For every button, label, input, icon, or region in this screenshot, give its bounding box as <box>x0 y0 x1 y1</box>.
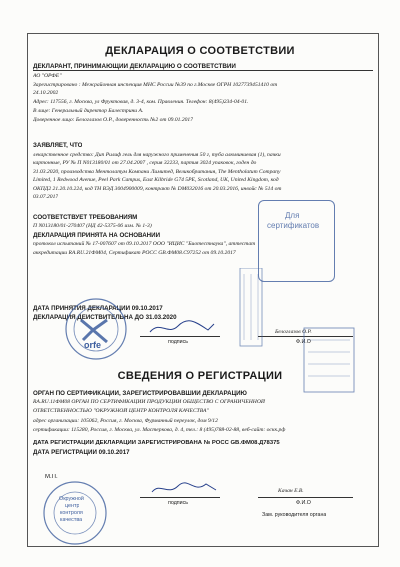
registration-line-2: 24.10.2002 <box>33 90 59 96</box>
basis-line-2: аккредитации RA.RU.21ФМ04, Сертификат РОСС GB.ФМ08.C97252 от 09.10.2017 <box>33 250 236 256</box>
signature-caption-2: подпись <box>168 500 189 506</box>
product-line-3: 31.03.2020, производства Ментолатум Компани Лимитед, Великобритания, The Mentholatum Company <box>33 169 281 175</box>
round-stamp-line-3: контроля <box>60 510 83 516</box>
fio-caption-1: Ф.И.О <box>296 339 311 345</box>
basis-line-1: протокол испытаний № 17-007607 от 09.10.2017 ООО "ИЦИС "Биотестнаука", аттестат <box>33 241 256 247</box>
registration-number: ДАТА РЕГИСТРАЦИИ ДЕКЛАРАЦИИ ЗАРЕГИСТРИРОВАНА № РОСС GB.ФМ08.Д78375 <box>33 440 280 446</box>
product-line-4: Limited, 1 Redwood Avenue, Peel Park Campus, East Kilbride G74 5PE, Scotland, UK, United Kingdom, код <box>33 177 279 183</box>
valid-until: ДЕКЛАРАЦИЯ ДЕЙСТВИТЕЛЬНА ДО 31.03.2020 <box>33 314 177 321</box>
declarant-signature <box>148 318 218 338</box>
fio-line-2 <box>258 497 353 498</box>
declarant-director: В лице: Генеральный директор Балестрини А. <box>33 108 144 114</box>
basis-heading: ДЕКЛАРАЦИЯ ПРИНЯТА НА ОСНОВАНИИ <box>33 232 161 239</box>
registration-title: СВЕДЕНИЯ О РЕГИСТРАЦИИ <box>117 370 283 382</box>
requirements-line: П N013180/01-270407 (НД 42-5375-06 изм. № 1-3) <box>33 223 152 229</box>
certificate-stamp-line-1: Для <box>285 211 300 220</box>
organ-position: Зам. руководителя органа <box>262 512 327 518</box>
organ-fio: Качан Е.В. <box>278 488 304 494</box>
organ-line-2: ОТВЕТСТВЕННОСТЬЮ "ОКРУЖНОЙ ЦЕНТР КОНТРОЛЯ КАЧЕСТВА" <box>33 408 209 414</box>
round-stamp-line-1: Окружной <box>59 496 84 502</box>
organ-line-1: RA.RU.11ФМ08 ОРГАН ПО СЕРТИФИКАЦИИ ПРОДУКЦИИ ОБЩЕСТВО С ОГРАНИЧЕННОЙ <box>33 399 265 405</box>
adoption-date: ДАТА ПРИНЯТИЯ ДЕКЛАРАЦИИ 09.10.2017 <box>33 305 163 312</box>
requirements-heading: СООТВЕТСТВУЕТ ТРЕБОВАНИЯМ <box>33 214 138 221</box>
declarant-fio: Белоглазов О.Р. <box>275 329 312 335</box>
organ-address-1: адрес организации: 105062, Россия, г. Москва, Фурманный переулок, дом 9/12 <box>33 418 218 424</box>
round-stamp-line-4: качества <box>60 517 83 523</box>
declarant-heading: ДЕКЛАРАНТ, ПРИНИМАЮЩИЙ ДЕКЛАРАЦИЮ О СООТВЕТСТВИИ <box>33 63 373 71</box>
product-line-5: ОКПД2 21.20.10.224, код ТН ВЭД 3004900009, контракт № DM032016 от 20.03.2016, инвойс № 514 от <box>33 186 282 192</box>
declarant-company: АО "ОРФЕ" <box>33 73 62 79</box>
organ-signature <box>150 480 220 498</box>
signature-caption-1: подпись <box>168 339 189 345</box>
fio-caption-2: Ф.И.О <box>296 500 311 506</box>
registration-line-1: Зарегистрировано : Межрайонная инспекция МНС России №39 по г.Москве ОГРН 1027739451410 от <box>33 82 278 88</box>
product-line-6: 03.07.2017 <box>33 194 59 200</box>
product-line-2: картонные, РУ № П N013180/01 от 27.04.2007 , серия 32233, партия 3024 упаковок, годен до <box>33 160 257 166</box>
orfe-stamp <box>63 296 129 362</box>
round-stamp-line-2: центр <box>65 503 80 509</box>
orfe-logo-text: orfe <box>84 340 102 350</box>
declarant-trust: Доверенное лицо: Белоглазов О.Р., доверенность №2 от 09.01.2017 <box>33 117 194 123</box>
document-title: ДЕКЛАРАЦИЯ О СООТВЕТСТВИИ <box>105 45 295 57</box>
signature-line-2 <box>140 497 220 498</box>
registration-organ-heading: ОРГАН ПО СЕРТИФИКАЦИИ, ЗАРЕГИСТРИРОВАВШИЙ ДЕКЛАРАЦИЮ <box>33 390 247 397</box>
declarant-address: Адрес: 117556, г. Москва, ул Фруктовая, д. 3-4, ком. Правления. Телефон: 8(495)234-04-01. <box>33 99 249 105</box>
organ-address-2: сертификации: 115280, Россия, г. Москва, ул. Мастеркова, д. 4, тел.: 8 (495)788-02-88, веб-сайт: ocкк.рф <box>33 427 286 433</box>
certificate-stamp-line-2: сертификатов <box>267 221 320 230</box>
organ-stamp-right <box>300 326 360 396</box>
mp-label: М.П. <box>45 474 58 480</box>
vertical-blue-stamp <box>232 268 272 348</box>
product-line-1: лекарственное средство: Дип Рилиф гель для наружного применения 50 г, туба алюминиевая (1), пачки <box>33 152 281 158</box>
declares-heading: ЗАЯВЛЯЕТ, ЧТО <box>33 142 83 149</box>
registration-date: ДАТА РЕГИСТРАЦИИ 09.10.2017 <box>33 449 130 456</box>
